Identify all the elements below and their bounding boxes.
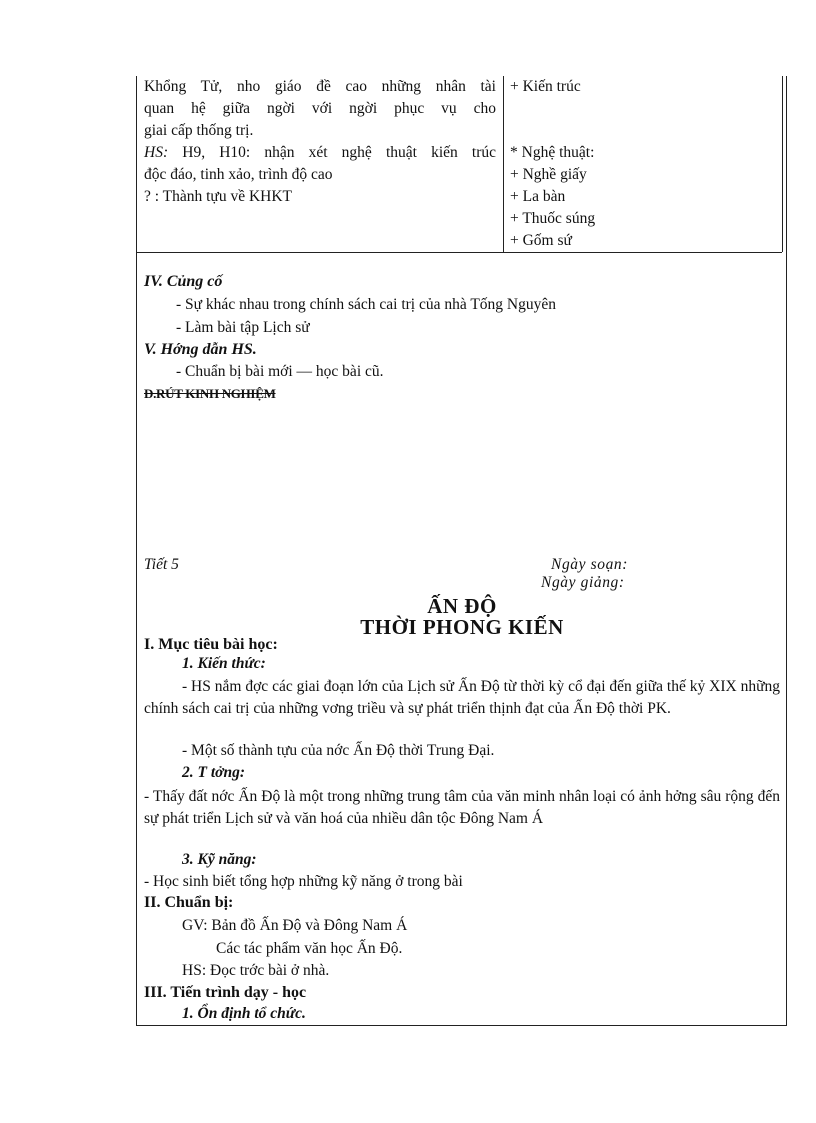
lesson-title-line2: THỜI PHONG KIẾN bbox=[360, 615, 564, 639]
knowledge-item: - Một số thành tựu của nớc Ấn Độ thời Trung Đại. bbox=[182, 742, 495, 759]
table-right-line: + Nghề giấy bbox=[510, 166, 587, 183]
skills-item: - Học sinh biết tổng hợp những kỹ năng ở trong bài bbox=[144, 873, 463, 890]
preparation-heading: II. Chuẩn bị: bbox=[144, 894, 234, 911]
table-right-line: * Nghệ thuật: bbox=[510, 144, 595, 161]
objectives-heading: I. Mục tiêu bài học: bbox=[144, 636, 278, 653]
table-right-column bbox=[510, 76, 770, 252]
skills-heading: 3. Kỹ năng: bbox=[182, 851, 257, 868]
preparation-gv: GV: Bản đồ Ấn Độ và Đông Nam Á bbox=[182, 917, 408, 934]
table-left-line: Khổng Tử, nho giáo đề cao những nhân tài bbox=[144, 78, 496, 95]
guide-item: - Chuẩn bị bài mới — học bài cũ. bbox=[176, 363, 384, 380]
process-heading: III. Tiến trình dạy - học bbox=[144, 984, 307, 1001]
table-right-edge bbox=[782, 76, 783, 252]
prep-date: Ngày soạn: bbox=[551, 556, 629, 573]
hs-text: H9, H10: nhận xét nghệ thuật kiến trúc bbox=[168, 144, 496, 161]
preparation-gv-materials: Các tác phẩm văn học Ấn Độ. bbox=[216, 940, 403, 957]
table-right-line: + Gốm sứ bbox=[510, 232, 572, 249]
teach-date: Ngày giảng: bbox=[541, 574, 625, 591]
process-step-1: 1. Ổn định tổ chức. bbox=[182, 1005, 306, 1022]
table-right-line: + Kiến trúc bbox=[510, 78, 581, 95]
knowledge-heading: 1. Kiến thức: bbox=[182, 655, 266, 672]
table-column-divider bbox=[503, 76, 504, 252]
table-left-line: giai cấp thống trị. bbox=[144, 122, 254, 139]
experience-heading: D.RÚT KINH NGHIỆM bbox=[144, 386, 276, 401]
knowledge-paragraph: - HS nắm đợc các giai đoạn lớn của Lịch sử Ấn Độ từ thời kỳ cổ đại đến giữa thế kỷ XIX những chính sách cai trị của những vơng triều và sự phát triển thịnh đạt của Ấn Độ thời PK. bbox=[144, 678, 780, 717]
consolidate-heading: IV. Củng cố bbox=[144, 273, 223, 290]
table-left-line: độc đáo, tinh xảo, trình độ cao bbox=[144, 166, 333, 183]
table-left-column bbox=[144, 76, 496, 208]
consolidate-item: - Sự khác nhau trong chính sách cai trị của nhà Tống Nguyên bbox=[176, 296, 557, 313]
table-right-blank bbox=[510, 120, 770, 142]
table-bottom-border bbox=[137, 252, 782, 253]
lesson-title-line1: ẤN ĐỘ bbox=[427, 594, 497, 618]
thought-paragraph: - Thấy đất nớc Ấn Độ là một trong những trung tâm của văn minh nhân loại có ảnh hởng sâu rộng đến sự phát triển Lịch sử và văn hoá của nhiều dân tộc Đông Nam Á bbox=[144, 788, 780, 827]
consolidate-item: - Làm bài tập Lịch sử bbox=[176, 319, 310, 336]
lesson-period: Tiết 5 bbox=[144, 556, 179, 573]
guide-heading: V. Hớng dẫn HS. bbox=[144, 341, 257, 358]
preparation-hs: HS: Đọc trớc bài ở nhà. bbox=[182, 962, 330, 979]
table-right-line: + Thuốc súng bbox=[510, 210, 596, 227]
hs-label: HS: bbox=[144, 144, 169, 161]
lesson-table bbox=[137, 76, 787, 252]
table-right-line: + La bàn bbox=[510, 188, 566, 205]
table-left-line-hs bbox=[144, 142, 496, 164]
table-left-line: quan hệ giữa ngời với ngời phục vụ cho bbox=[144, 100, 496, 117]
table-right-blank bbox=[510, 98, 770, 120]
table-left-line: ? : Thành tựu về KHKT bbox=[144, 188, 293, 205]
thought-heading: 2. T tởng: bbox=[182, 764, 245, 781]
